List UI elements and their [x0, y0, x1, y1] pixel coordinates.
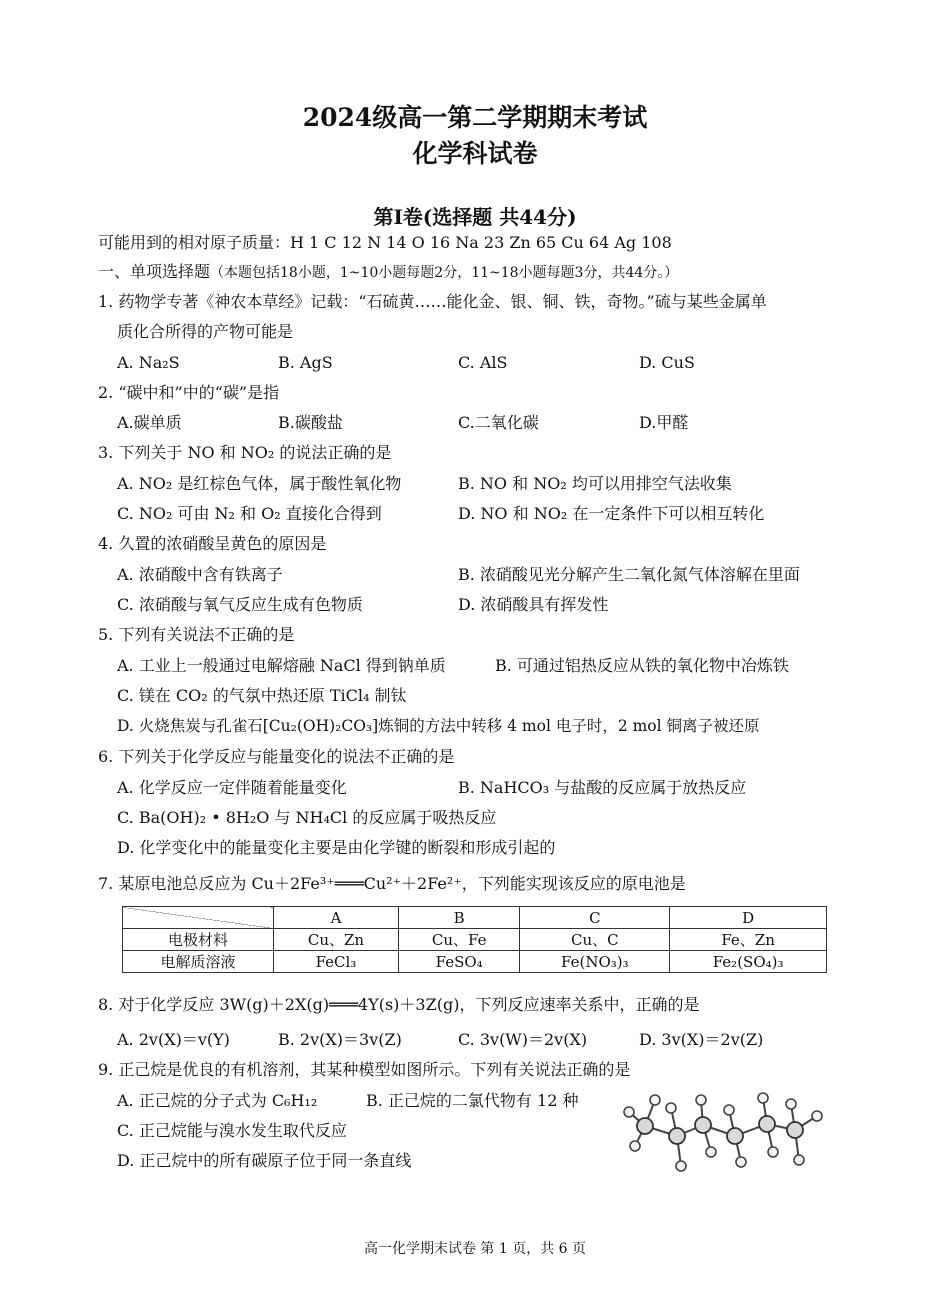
q8-option-b: B. 2v(X)＝3v(Z) — [278, 1030, 402, 1049]
q4-option-c: C. 浓硝酸与氧气反应生成有色物质 — [117, 595, 363, 614]
atomic-masses: 可能用到的相对原子质量：H 1 C 12 N 14 O 16 Na 23 Zn 65 Cu 64 Ag 108 — [98, 233, 672, 252]
page-footer: 高一化学期末试卷 第 1 页，共 6 页 — [363, 1241, 587, 1257]
q6-option-b: B. NaHCO₃ 与盐酸的反应属于放热反应 — [458, 778, 747, 797]
table-header-cell: A — [274, 907, 399, 929]
table-header-cell: B — [398, 907, 519, 929]
q9-option-d: D. 正己烷中的所有碳原子位于同一条直线 — [117, 1151, 412, 1170]
table-header-cell: D — [670, 907, 827, 929]
q8-option-c: C. 3v(W)＝2v(X) — [458, 1030, 588, 1049]
q6-option-c: C. Ba(OH)₂ • 8H₂O 与 NH₄Cl 的反应属于吸热反应 — [117, 808, 497, 827]
table-cell: FeCl₃ — [274, 951, 399, 973]
q8-option-d: D. 3v(X)＝2v(Z) — [639, 1030, 764, 1049]
q9-stem: 9. 正己烷是优良的有机溶剂，其某种模型如图所示。下列有关说法正确的是 — [98, 1060, 631, 1079]
q8-stem: 8. 对于化学反应 3W(g)＋2X(g)═══4Y(s)＋3Z(g)，下列反应速率关系中，正确的是 — [98, 995, 700, 1014]
table-header-row — [123, 907, 827, 929]
table-row-label: 电解质溶液 — [123, 951, 274, 973]
q1-option-c: C. AlS — [458, 353, 508, 372]
q1-stem-line2: 质化合所得的产物可能是 — [117, 322, 294, 341]
q4-option-a: A. 浓硝酸中含有铁离子 — [117, 565, 283, 584]
section-one-label: 一、单项选择题 — [98, 262, 211, 281]
q2-option-b: B.碳酸盐 — [278, 413, 343, 432]
table-corner-cell — [123, 907, 274, 929]
q1-stem-line1: 1. 药物学专著《神农本草经》记载：“石硫黄……能化金、银、铜、铁，奇物。”硫与某些金属单 — [98, 292, 767, 311]
q5-option-b: B. 可通过铝热反应从铁的氧化物中冶炼铁 — [495, 656, 789, 675]
q8-option-a: A. 2v(X)＝v(Y) — [117, 1030, 230, 1049]
table-cell: Fe(NO₃)₃ — [520, 951, 670, 973]
q9-option-b: B. 正己烷的二氯代物有 12 种 — [366, 1091, 579, 1110]
q3-stem: 3. 下列关于 NO 和 NO₂ 的说法正确的是 — [98, 443, 392, 462]
q2-option-c: C.二氧化碳 — [458, 413, 539, 432]
table-cell: Cu、C — [520, 929, 670, 951]
q6-option-d: D. 化学变化中的能量变化主要是由化学键的断裂和形成引起的 — [117, 838, 556, 857]
q1-option-d: D. CuS — [639, 353, 695, 372]
table-cell: Fe、Zn — [670, 929, 827, 951]
q3-option-b: B. NO 和 NO₂ 均可以用排空气法收集 — [458, 474, 732, 493]
q4-stem: 4. 久置的浓硝酸呈黄色的原因是 — [98, 534, 327, 553]
q2-option-a: A.碳单质 — [117, 413, 182, 432]
q9-option-c: C. 正己烷能与溴水发生取代反应 — [117, 1121, 347, 1140]
table-cell: Fe₂(SO₄)₃ — [670, 951, 827, 973]
q3-option-a: A. NO₂ 是红棕色气体，属于酸性氧化物 — [117, 474, 402, 493]
table-cell: Cu、Zn — [274, 929, 399, 951]
q6-option-a: A. 化学反应一定伴随着能量变化 — [117, 778, 347, 797]
section-one-heading — [98, 262, 678, 283]
q7-stem: 7. 某原电池总反应为 Cu＋2Fe³⁺═══Cu²⁺＋2Fe²⁺，下列能实现该反应的原电池是 — [98, 874, 686, 893]
q4-option-d: D. 浓硝酸具有挥发性 — [458, 595, 609, 614]
q5-option-c: C. 镁在 CO₂ 的气氛中热还原 TiCl₄ 制钛 — [117, 686, 407, 705]
q1-option-b: B. AgS — [278, 353, 333, 372]
q2-stem: 2. “碳中和”中的“碳”是指 — [98, 383, 280, 402]
q5-option-d: D. 火烧焦炭与孔雀石[Cu₂(OH)₂CO₃]炼铜的方法中转移 4 mol 电子时，2 mol 铜离子被还原 — [117, 717, 760, 735]
q3-option-d: D. NO 和 NO₂ 在一定条件下可以相互转化 — [458, 504, 765, 523]
q7-cell-table — [122, 906, 827, 973]
table-cell: FeSO₄ — [398, 951, 519, 973]
section-title: 第Ⅰ卷(选择题 共44分) — [373, 205, 577, 229]
table-row-label: 电极材料 — [123, 929, 274, 951]
section-one-note: （本题包括18小题，1~10小题每题2分，11~18小题每题3分，共44分。） — [210, 265, 679, 281]
q1-option-a: A. Na₂S — [117, 353, 180, 372]
table-row — [123, 951, 827, 973]
q5-option-a: A. 工业上一般通过电解熔融 NaCl 得到钠单质 — [117, 656, 446, 675]
hexane-ball-stick-model — [605, 1088, 835, 1178]
q6-stem: 6. 下列关于化学反应与能量变化的说法不正确的是 — [98, 747, 455, 766]
exam-title: 2024级高一第二学期期末考试 — [302, 103, 648, 132]
exam-subtitle: 化学科试卷 — [412, 139, 538, 168]
q2-option-d: D.甲醛 — [639, 413, 689, 432]
q4-option-b: B. 浓硝酸见光分解产生二氧化氮气体溶解在里面 — [458, 565, 800, 584]
q9-option-a: A. 正己烷的分子式为 C₆H₁₂ — [117, 1091, 318, 1110]
table-row — [123, 929, 827, 951]
q3-option-c: C. NO₂ 可由 N₂ 和 O₂ 直接化合得到 — [117, 504, 382, 523]
table-header-cell: C — [520, 907, 670, 929]
table-cell: Cu、Fe — [398, 929, 519, 951]
q5-stem: 5. 下列有关说法不正确的是 — [98, 625, 295, 644]
